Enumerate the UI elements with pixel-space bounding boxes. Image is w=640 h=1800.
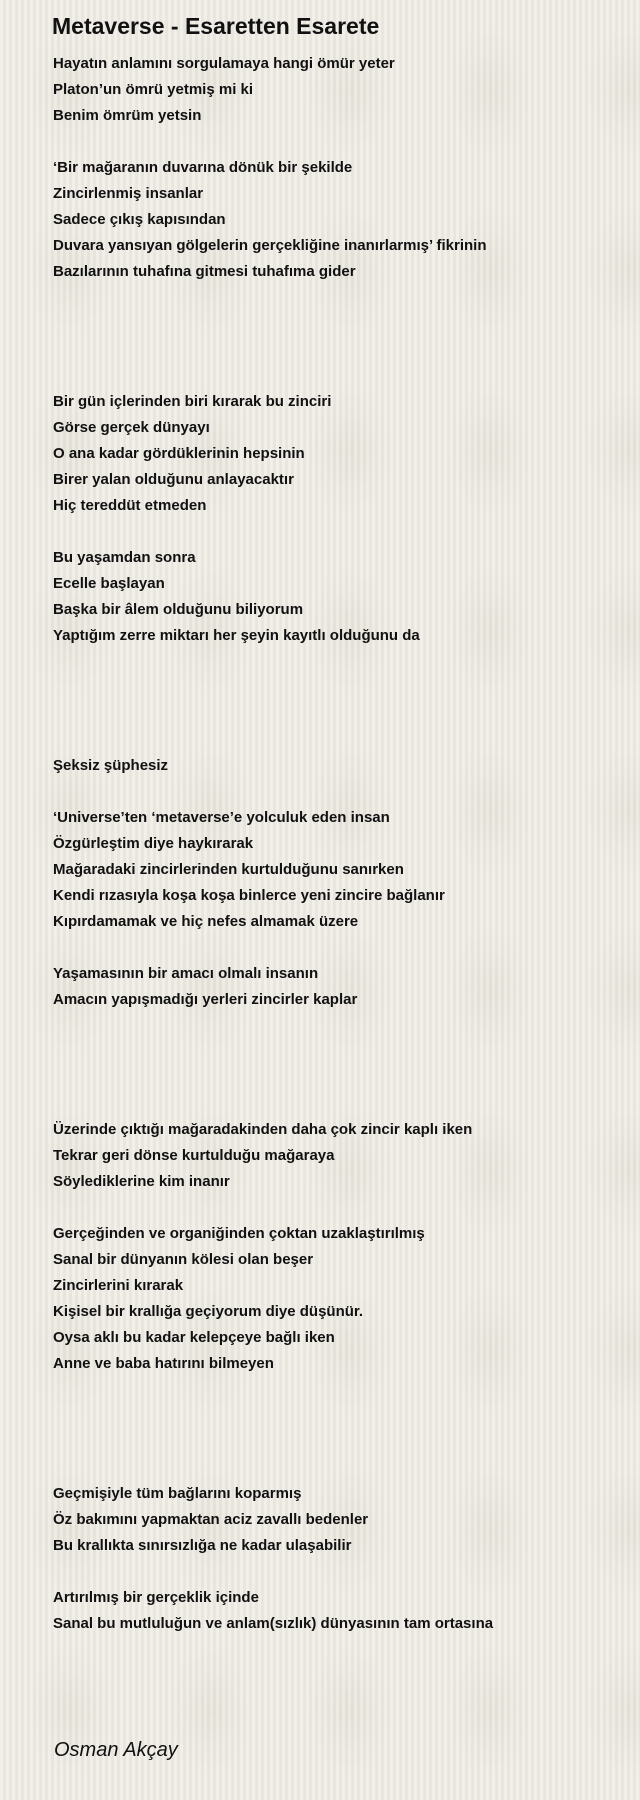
poem-line: Sadece çıkış kapısından xyxy=(53,211,226,228)
stanza-8 xyxy=(53,1117,633,1195)
stanza-gap xyxy=(53,129,633,155)
poem-line: Kendi rızasıyla koşa koşa binlerce yeni zincire bağlanır xyxy=(53,887,445,904)
poem-title: Metaverse - Esaretten Esarete xyxy=(52,13,380,39)
poem-line: Anne ve baba hatırını bilmeyen xyxy=(53,1355,274,1372)
poem-line: Kıpırdamamak ve hiç nefes almamak üzere xyxy=(53,913,359,930)
poem-line: Zincirlerini kırarak xyxy=(53,1277,184,1294)
poem-line: Hiç tereddüt etmeden xyxy=(53,497,207,514)
stanza-gap xyxy=(53,935,633,961)
stanza-2 xyxy=(53,155,633,285)
poem-body xyxy=(53,51,633,1637)
poem-line: Bazılarının tuhafına gitmesi tuhafıma gider xyxy=(53,263,356,280)
stanza-5 xyxy=(53,753,633,779)
section-gap xyxy=(53,649,633,753)
poem-line: Özgürleştim diye haykırarak xyxy=(53,835,254,852)
section-gap xyxy=(53,1377,633,1481)
poem-line: Kişisel bir krallığa geçiyorum diye düşünür. xyxy=(53,1303,364,1320)
poem-line: O ana kadar gördüklerinin hepsinin xyxy=(53,445,305,462)
poem-line: Zincirlenmiş insanlar xyxy=(53,185,204,202)
poem-line: ‘Universe’ten ‘metaverse’e yolculuk eden insan xyxy=(53,809,390,826)
stanza-4 xyxy=(53,545,633,649)
poem-line: Duvara yansıyan gölgelerin gerçekliğine inanırlarmış’ fikrinin xyxy=(53,237,487,254)
stanza-11 xyxy=(53,1585,633,1637)
poem-line: Bu yaşamdan sonra xyxy=(53,549,196,566)
stanza-gap xyxy=(53,779,633,805)
poem-line: Öz bakımını yapmaktan aciz zavallı bedenler xyxy=(53,1511,369,1528)
poem-line: Başka bir âlem olduğunu biliyorum xyxy=(53,601,304,618)
stanza-9 xyxy=(53,1221,633,1377)
poem-line: Sanal bir dünyanın kölesi olan beşer xyxy=(53,1251,314,1268)
poem-line: Şeksiz şüphesiz xyxy=(53,757,169,774)
stanza-gap xyxy=(53,519,633,545)
poem-line: Ecelle başlayan xyxy=(53,575,165,592)
poem-line: Gerçeğinden ve organiğinden çoktan uzaklaştırılmış xyxy=(53,1225,425,1242)
poem-line: Oysa aklı bu kadar kelepçeye bağlı iken xyxy=(53,1329,335,1346)
poem-line: Amacın yapışmadığı yerleri zincirler kaplar xyxy=(53,991,358,1008)
section-gap xyxy=(53,1013,633,1117)
stanza-3 xyxy=(53,389,633,519)
poem-line: Bu krallıkta sınırsızlığa ne kadar ulaşabilir xyxy=(53,1537,352,1554)
poem-line: Mağaradaki zincirlerinden kurtulduğunu sanırken xyxy=(53,861,404,878)
stanza-1 xyxy=(53,51,633,129)
poem-line: Yaptığım zerre miktarı her şeyin kayıtlı olduğunu da xyxy=(53,627,420,644)
poem-line: Benim ömrüm yetsin xyxy=(53,107,202,124)
poem-line: Geçmişiyle tüm bağlarını koparmış xyxy=(53,1485,302,1502)
stanza-10 xyxy=(53,1481,633,1559)
poem-line: Sanal bu mutluluğun ve anlam(sızlık) dünyasının tam ortasına xyxy=(53,1615,494,1632)
poem-line: Birer yalan olduğunu anlayacaktır xyxy=(53,471,294,488)
poem-line: Artırılmış bir gerçeklik içinde xyxy=(53,1589,259,1606)
poem-line: Platon’un ömrü yetmiş mi ki xyxy=(53,81,254,98)
poem-line: Bir gün içlerinden biri kırarak bu zinciri xyxy=(53,393,332,410)
poem-line: Görse gerçek dünyayı xyxy=(53,419,210,436)
poem-line: Yaşamasının bir amacı olmalı insanın xyxy=(53,965,319,982)
stanza-gap xyxy=(53,1559,633,1585)
poem-line: Üzerinde çıktığı mağaradakinden daha çok zincir kaplı iken xyxy=(53,1121,473,1138)
stanza-gap xyxy=(53,1195,633,1221)
stanza-7 xyxy=(53,961,633,1013)
poem-line: Hayatın anlamını sorgulamaya hangi ömür yeter xyxy=(53,55,395,72)
poem-line: Tekrar geri dönse kurtulduğu mağaraya xyxy=(53,1147,335,1164)
poem-line: ‘Bir mağaranın duvarına dönük bir şekilde xyxy=(53,159,353,176)
stanza-6 xyxy=(53,805,633,935)
section-gap xyxy=(53,285,633,389)
poem-author: Osman Akçay xyxy=(54,1739,178,1761)
poem-line: Söylediklerine kim inanır xyxy=(53,1173,230,1190)
